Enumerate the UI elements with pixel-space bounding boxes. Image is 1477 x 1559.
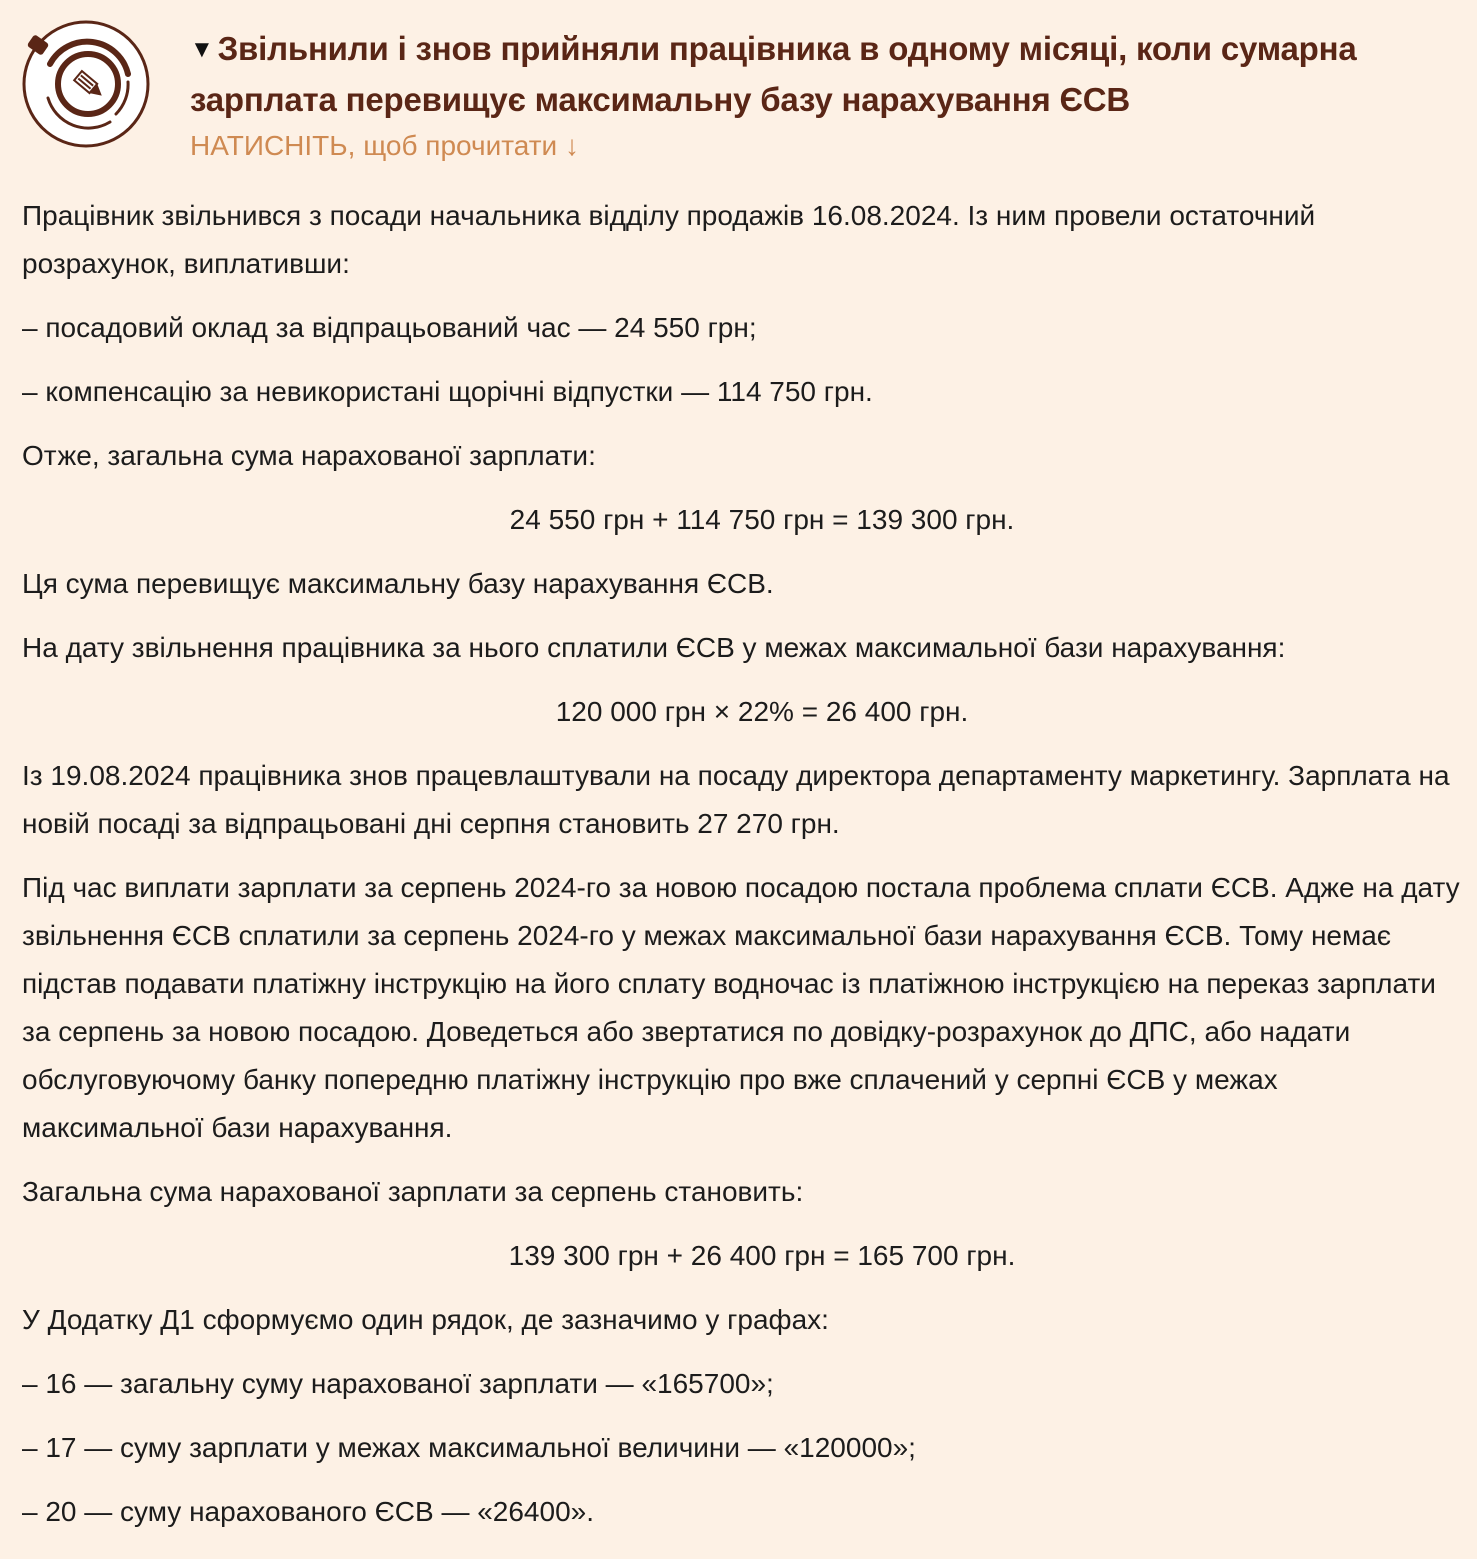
spoiler-toggle[interactable] — [0, 0, 1477, 180]
paragraph-d1: У Додатку Д1 сформуємо один рядок, де зазначимо у графах: — [22, 1304, 829, 1335]
formula-august-total: 139 300 грн + 26 400 грн = 165 700 грн. — [508, 1240, 1016, 1271]
formula-esv: 120 000 грн × 22% = 26 400 грн. — [555, 696, 969, 727]
paragraph-rehire: Із 19.08.2024 працівника знов працевлаштували на посаду директора департаменту маркетингу. Зарплата на новій посаді за відпрацьовані дні серпня становить 27 270 грн. — [22, 760, 1450, 839]
list-item-compensation: – компенсацію за невикористані щорічні відпустки — 114 750 грн. — [22, 376, 873, 407]
list-item-column-17: – 17 — суму зарплати у межах максимальної величини — «120000»; — [22, 1432, 916, 1463]
list-item-column-20: – 20 — суму нарахованого ЄСВ — «26400». — [22, 1496, 595, 1527]
spoiler-title[interactable] — [190, 24, 1450, 125]
spoiler-title-block[interactable] — [190, 24, 1450, 169]
paragraph-esv-paid: На дату звільнення працівника за нього сплатили ЄСВ у межах максимальної бази нарахування: — [22, 632, 1286, 663]
paragraph-exceeds: Ця сума перевищує максимальну базу нарахування ЄСВ. — [22, 568, 774, 599]
formula-total: 24 550 грн + 114 750 грн = 139 300 грн. — [509, 504, 1015, 535]
paragraph-intro: Працівник звільнився з посади начальника відділу продажів 16.08.2024. Із ним провели остаточний розрахунок, виплативши: — [22, 200, 1316, 279]
paragraph-problem: Під час виплати зарплати за серпень 2024-го за новою посадою постала проблема сплати ЄСВ. Адже на дату звільнення ЄСВ сплатили за серпень 2024-го у межах максимальної бази нарахування ЄСВ. Тому немає підстав подавати платіжну інструкцію на його сплату водночас із платіжною інструкцією на переказ зарплати за серпень за новою посадою. Доведеться або звертатися по довідку-розрахунок до ДПС, або надати обслуговуючому банку попередню платіжну інструкцію про вже сплачений у серпні ЄСВ у межах максимальної бази нарахування. — [22, 872, 1460, 1143]
spoiler-hint[interactable]: НАТИСНІТЬ, щоб прочитати ↓ — [190, 130, 579, 161]
paragraph-total-label: Отже, загальна сума нарахованої зарплати: — [22, 440, 596, 471]
paragraph-august-total-label: Загальна сума нарахованої зарплати за серпень становить: — [22, 1176, 804, 1207]
coffee-cup-pencil-icon — [20, 18, 152, 150]
list-item-column-16: – 16 — загальну суму нарахованої зарплати — «165700»; — [22, 1368, 774, 1399]
list-item-salary: – посадовий оклад за відпрацьований час — 24 550 грн; — [22, 312, 757, 343]
triangle-down-icon[interactable]: ▼ — [190, 36, 214, 63]
spoiler-title-text: Звільнили і знов прийняли працівника в одному місяці, коли сумарна зарплата перевищує максимальну базу нарахування ЄСВ — [190, 30, 1357, 118]
article-body — [22, 192, 1462, 1552]
